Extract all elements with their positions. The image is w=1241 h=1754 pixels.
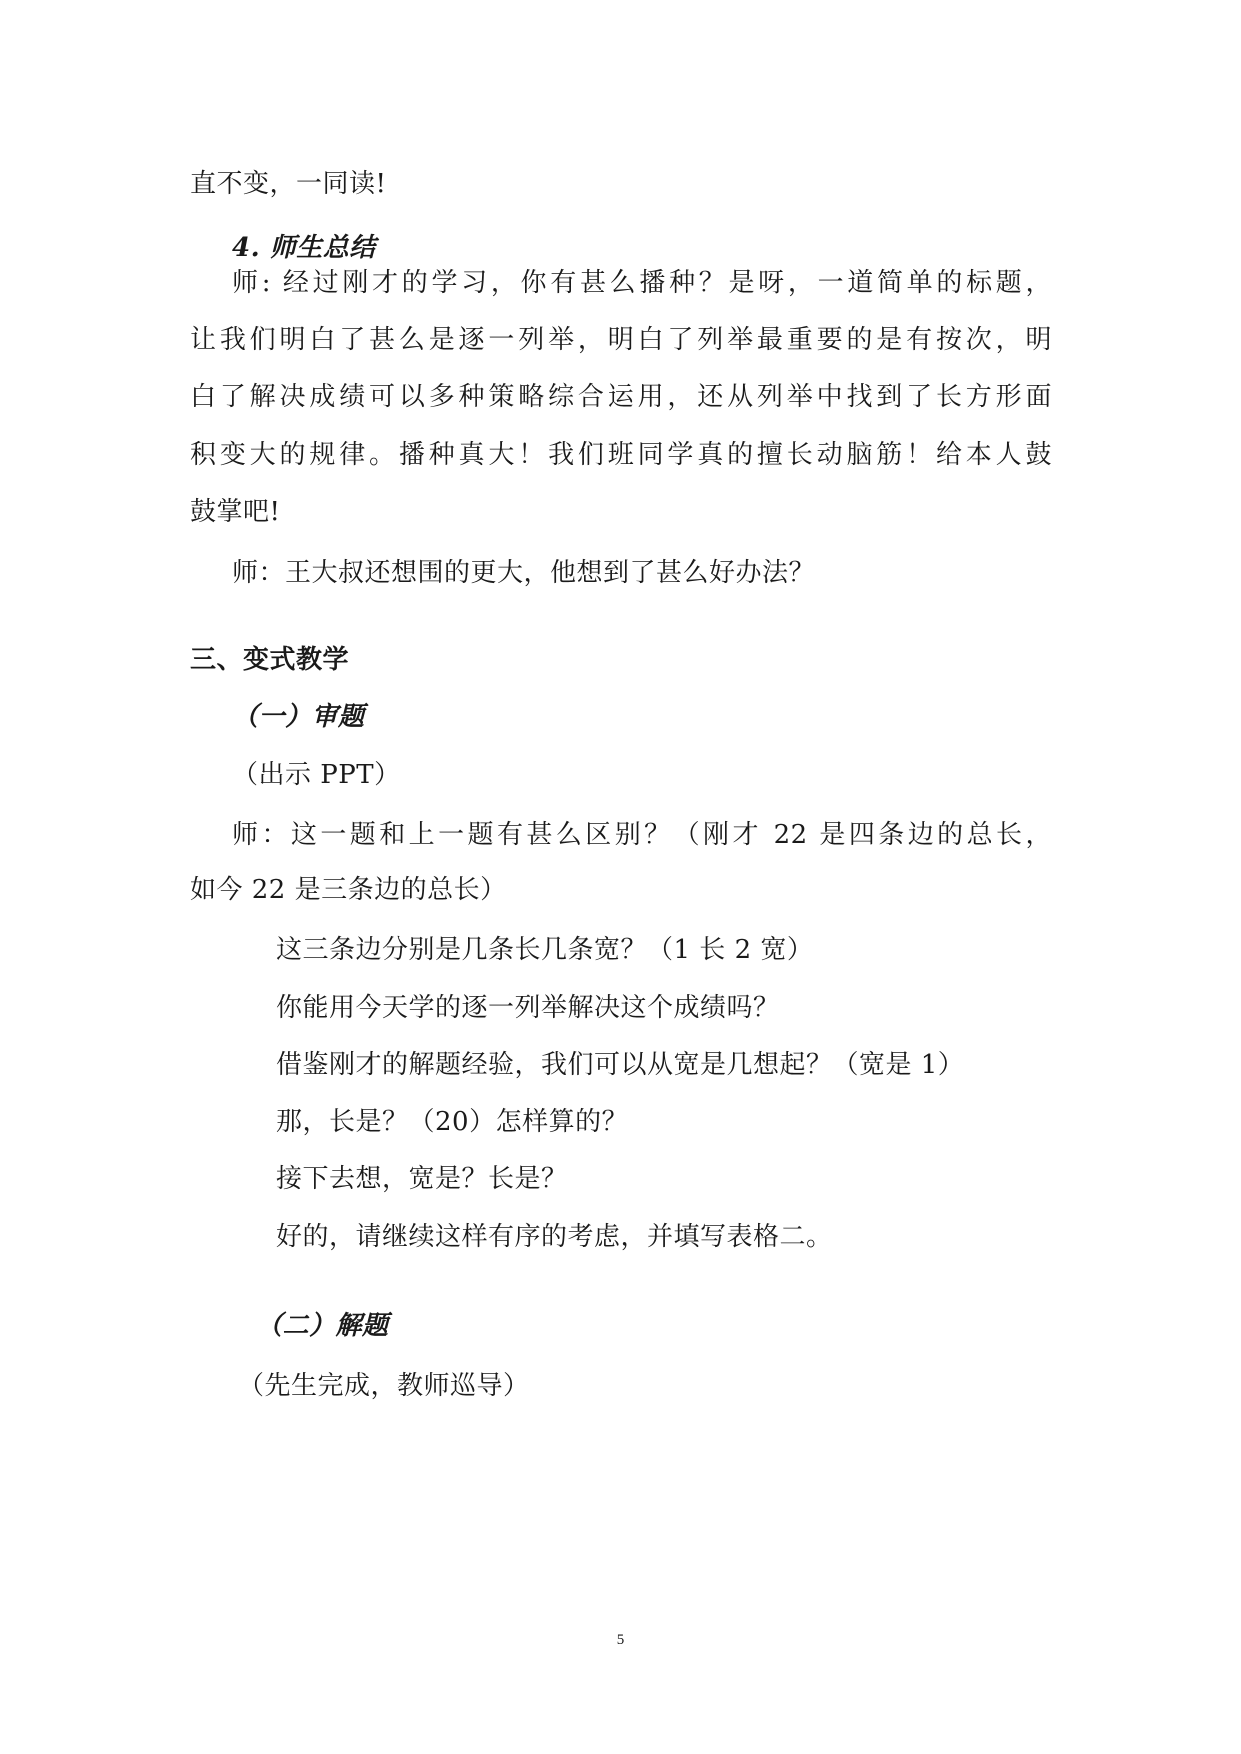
question-line: 那，长是？（20）怎样算的？ (276, 1107, 629, 1137)
paragraph-line: 师：王大叔还想围的更大，他想到了甚么好办法？ (232, 558, 816, 588)
paragraph-line: 师：这一题和上一题有甚么区别？（刚才 22 是四条边的总长， (232, 820, 1052, 850)
paragraph-line: 师: 经过刚才的学习，你有甚么播种？是呀，一道简单的标题， (232, 268, 1052, 298)
question-line: 你能用今天学的逐一列举解决这个成绩吗？ (276, 993, 780, 1023)
paragraph-line: 白了解决成绩可以多种策略综合运用，还从列举中找到了长方形面 (190, 382, 1052, 412)
paragraph-line: 如今 22 是三条边的总长） (190, 875, 507, 905)
question-line: 这三条边分别是几条长几条宽？（1 长 2 宽） (276, 935, 814, 965)
text-line: 直不变，一同读! (190, 169, 387, 199)
sub-heading: （一）审题 (232, 702, 365, 732)
paragraph-line: 积变大的规律。播种真大！我们班同学真的擅长动脑筋！给本人鼓 (190, 440, 1052, 470)
paragraph-line: 让我们明白了甚么是逐一列举，明白了列举最重要的是有按次，明 (190, 325, 1052, 355)
paragraph-line: 鼓掌吧! (190, 497, 281, 527)
question-line: 好的，请继续这样有序的考虑，并填写表格二。 (276, 1222, 833, 1252)
question-line: 借鉴刚才的解题经验，我们可以从宽是几想起？（宽是 1） (276, 1050, 965, 1080)
page-number: 5 (616, 1632, 625, 1648)
note-line: （先生完成，教师巡导） (238, 1371, 530, 1401)
question-line: 接下去想，宽是？长是？ (276, 1164, 568, 1194)
subheading-teacher-student-summary: 4. 师生总结 (232, 233, 376, 263)
section-heading: 三、变式教学 (190, 645, 350, 675)
note-line: （出示 PPT） (232, 760, 401, 790)
sub-heading: （二）解题 (256, 1311, 389, 1341)
